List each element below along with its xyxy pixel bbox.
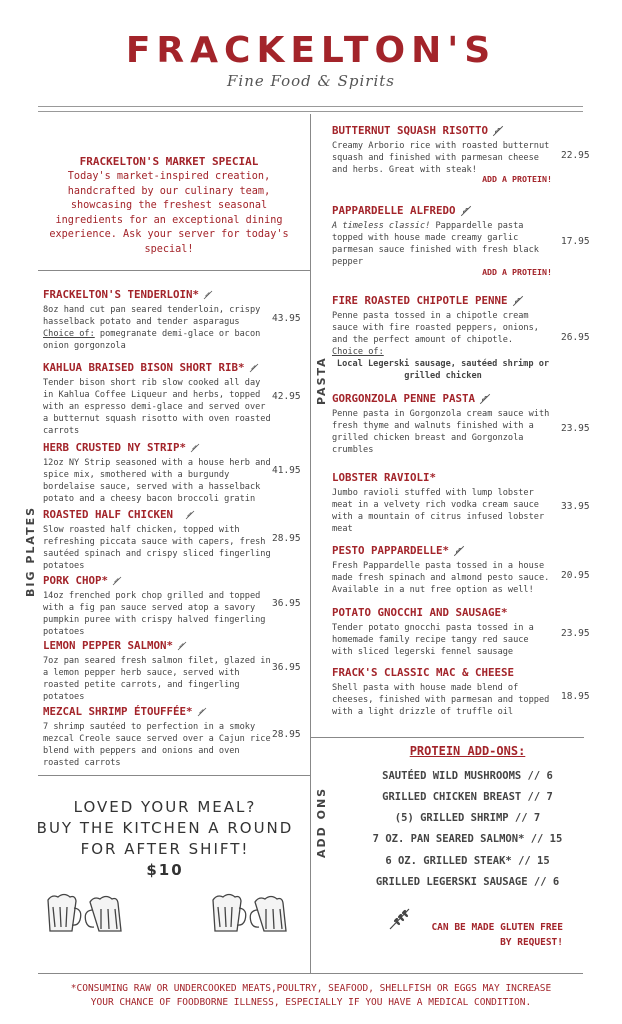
item-description: Penne pasta in Gorgonzola cream sauce with fresh thyme and walnuts finished with a grilled chicken breast and Gorgonzola crumbles <box>332 409 550 455</box>
item-price: 20.95 <box>561 570 590 581</box>
addon-item: (5) GRILLED SHRIMP // 7 <box>394 812 541 824</box>
item-description: 7oz pan seared fresh salmon filet, glazed in a lemon pepper herb sauce, served with roasted petite carrots, and fingerling potatoes <box>43 656 271 702</box>
add-protein-note: ADD A PROTEIN! <box>482 174 552 184</box>
item-title: FIRE ROASTED CHIPOTLE PENNE <box>332 294 508 307</box>
item-price: 36.95 <box>272 598 301 609</box>
item-description: Tender potato gnocchi pasta tossed in a homemade family recipe tangy red sauce with sliced legerski fennel sausage <box>332 623 534 657</box>
gluten-free-icon <box>177 641 187 651</box>
item-description: Fresh Pappardelle pasta tossed in a house made fresh spinach and almond pesto sauce. Available in a nut free option as well! <box>332 561 550 595</box>
item-title: FRACKELTON'S TENDERLOIN* <box>43 288 200 301</box>
addon-item: 6 OZ. GRILLED STEAK* // 15 <box>385 855 550 867</box>
item-description: Tender bison short rib slow cooked all day in Kahlua Coffee Liqueur and herbs, topped with an espresso demi-glace and served over a butternut squash risotto with oven roasted carrots <box>43 378 271 436</box>
menu-item <box>43 441 275 505</box>
menu-item <box>332 666 554 718</box>
menu-item <box>43 639 275 703</box>
menu-item <box>43 288 275 352</box>
disclaimer-line-1: *CONSUMING RAW OR UNDERCOOKED MEATS,POULTRY, SEAFOOD, SHELLFISH OR EGGS MAY INCREASE <box>70 983 552 994</box>
gluten-free-icon <box>112 576 122 586</box>
column-divider <box>310 114 311 974</box>
choice-label: Choice of: <box>43 329 95 339</box>
market-special-text: Today's market-inspired creation, handcrafted by our culinary team, showcasing the freshest seasonal ingredients for an exceptional dining experience. Ask your server for today's special! <box>49 171 289 255</box>
item-title: FRACK'S CLASSIC MAC & CHEESE <box>332 666 515 679</box>
gluten-free-icon <box>185 510 195 520</box>
item-description: Pappardelle pasta topped with house made creamy garlic parmesan sauce finished with fresh black pepper <box>332 221 539 267</box>
menu-item <box>332 294 554 382</box>
beer-mugs-icon <box>40 890 135 935</box>
item-title: LOBSTER RAVIOLI* <box>332 471 437 484</box>
item-description: Shell pasta with house made blend of cheeses, finished with parmesan and topped with a light drizzle of truffle oil <box>332 683 550 717</box>
menu-item <box>43 574 275 638</box>
item-title: KAHLUA BRAISED BISON SHORT RIB* <box>43 361 245 374</box>
disclaimer-line-2: YOUR CHANCE OF FOODBORNE ILLNESS, ESPECIALLY IF YOU HAVE A MEDICAL CONDITION. <box>90 997 532 1008</box>
restaurant-tagline: Fine Food & Spirits <box>226 72 396 90</box>
divider-pasta <box>310 737 584 738</box>
item-description: 12oz NY Strip seasoned with a house herb and spice mix, smothered with a burgundy bordelaise sauce, served with a hasselback potato and a cheesy bacon broccoli gratin <box>43 458 271 504</box>
menu-item <box>332 204 552 268</box>
item-title: ROASTED HALF CHICKEN <box>43 508 174 521</box>
menu-item <box>332 392 554 456</box>
footer-divider <box>38 973 583 974</box>
item-title: MEZCAL SHRIMP ÉTOUFFÉE* <box>43 705 193 718</box>
food-safety-disclaimer <box>0 982 622 1010</box>
gluten-free-icon <box>479 393 491 405</box>
choice-label: Choice of: <box>332 347 384 357</box>
item-price: 33.95 <box>561 501 590 512</box>
item-price: 28.95 <box>272 533 301 544</box>
item-title: POTATO GNOCCHI AND SAUSAGE* <box>332 606 508 619</box>
item-description: 14oz frenched pork chop grilled and topped with a fig pan sauce served atop a savory pumpkin puree with crispy halved fingerling potatoes <box>43 591 266 637</box>
item-price: 26.95 <box>561 332 590 343</box>
item-title: PESTO PAPPARDELLE* <box>332 544 450 557</box>
menu-item <box>43 361 275 437</box>
header-divider <box>38 106 583 112</box>
gluten-free-note <box>400 920 563 950</box>
item-description: 7 shrimp sautéed to perfection in a smoky mezcal Creole sauce served over a Cajun rice blend with peppers and onions and oven roasted carrots <box>43 722 271 768</box>
item-price: 41.95 <box>272 465 301 476</box>
menu-item <box>332 606 554 658</box>
addon-item: GRILLED LEGERSKI SAUSAGE // 6 <box>375 876 560 888</box>
promo-price: $10 <box>146 861 184 879</box>
item-title: HERB CRUSTED NY STRIP* <box>43 441 187 454</box>
item-price: 42.95 <box>272 391 301 402</box>
menu-item <box>332 124 552 176</box>
promo-line-2: BUY THE KITCHEN A ROUND <box>36 819 294 837</box>
gluten-free-icon <box>492 125 504 137</box>
choice-options: pomegranate demi-glace or bacon onion gorgonzola <box>43 329 261 351</box>
menu-item <box>43 705 275 769</box>
gluten-free-line-2: BY REQUEST! <box>500 937 563 948</box>
menu-item <box>332 471 554 535</box>
promo-line-3: FOR AFTER SHIFT! <box>80 840 250 858</box>
big-plates-label: BIG PLATES <box>24 505 37 597</box>
gluten-free-icon <box>453 545 465 557</box>
addon-item: 7 OZ. PAN SEARED SALMON* // 15 <box>372 833 563 845</box>
gluten-free-icon <box>203 290 213 300</box>
item-title: LEMON PEPPER SALMON* <box>43 639 174 652</box>
beer-mugs-icon <box>205 890 300 935</box>
item-title: GORGONZOLA PENNE PASTA <box>332 392 476 405</box>
divider-special <box>38 270 310 271</box>
addon-item: SAUTÉED WILD MUSHROOMS // 6 <box>382 770 553 782</box>
item-price: 23.95 <box>561 628 590 639</box>
item-price: 18.95 <box>561 691 590 702</box>
item-description: Penne pasta tossed in a chipotle cream sauce with fire roasted peppers, onions, and the perfect amount of chipotle. <box>332 311 539 345</box>
item-price: 36.95 <box>272 662 301 673</box>
add-protein-note: ADD A PROTEIN! <box>482 267 552 277</box>
choice-options: Local Legerski sausage, sautéed shrimp or grilled chicken <box>336 359 550 381</box>
protein-addons-title: PROTEIN ADD-ONS: <box>409 744 526 758</box>
market-special-title: FRACKELTON'S MARKET SPECIAL <box>79 155 259 168</box>
gluten-free-icon <box>190 443 200 453</box>
promo-headline: LOVED YOUR MEAL? <box>73 798 257 816</box>
item-title: PAPPARDELLE ALFREDO <box>332 204 456 217</box>
divider-big-plates <box>38 775 310 776</box>
item-description: Creamy Arborio rice with roasted butternut squash and finished with parmesan cheese and herbs. Great with steak! <box>332 141 550 175</box>
menu-item <box>332 544 554 596</box>
item-description: Jumbo ravioli stuffed with lump lobster meat in a velvety rich vodka cream sauce with a mountain of citrus infused lobster meat <box>332 488 545 534</box>
addon-item: GRILLED CHICKEN BREAST // 7 <box>382 791 553 803</box>
pasta-label: PASTA <box>315 356 328 405</box>
gluten-free-icon <box>512 295 524 307</box>
gluten-free-icon <box>249 363 259 373</box>
gluten-free-icon <box>197 707 207 717</box>
menu-item <box>43 508 275 572</box>
item-price: 43.95 <box>272 313 301 324</box>
item-title: PORK CHOP* <box>43 574 109 587</box>
item-tagline: A timeless classic! <box>332 221 431 231</box>
item-price: 22.95 <box>561 150 590 161</box>
item-description: 8oz hand cut pan seared tenderloin, crispy hasselback potato and tender asparagus <box>43 305 261 327</box>
item-price: 23.95 <box>561 423 590 434</box>
item-description: Slow roasted half chicken, topped with refreshing piccata sauce with capers, fresh sautéed spinach and crispy sliced fingerling potatoes <box>43 525 271 571</box>
gluten-free-line-1: CAN BE MADE GLUTEN FREE <box>431 922 563 933</box>
add-ons-label: ADD ONS <box>315 786 328 858</box>
gluten-free-icon <box>460 205 472 217</box>
item-price: 17.95 <box>561 236 590 247</box>
item-price: 28.95 <box>272 729 301 740</box>
restaurant-name: FRACKELTON'S <box>125 30 497 71</box>
item-title: BUTTERNUT SQUASH RISOTTO <box>332 124 489 137</box>
